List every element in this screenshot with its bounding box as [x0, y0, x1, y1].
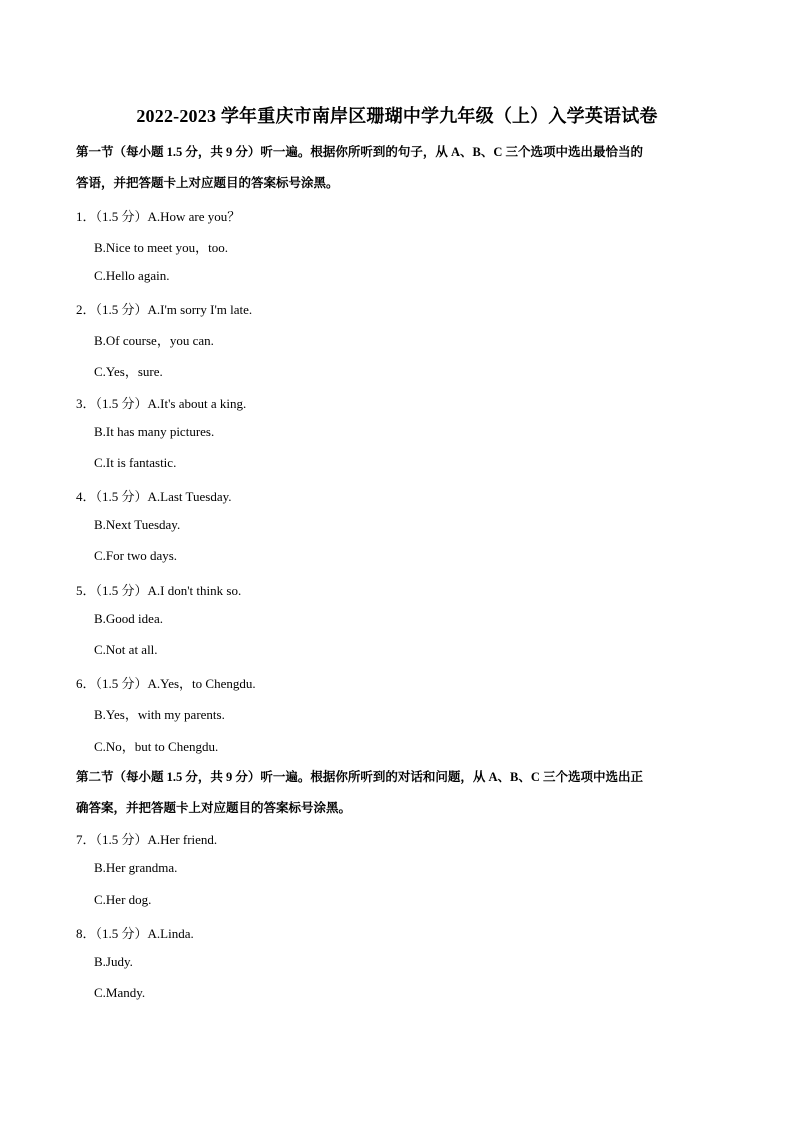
section-2-line-1: 第二节（每小题 1.5 分，共 9 分）听一遍。根据你所听到的对话和问题，从 A、B、C 三个选项中选出正 [76, 770, 644, 784]
section-2-instructions [76, 762, 726, 824]
question-1-option-c: C.Hello again. [94, 268, 170, 283]
question-7: 7．（1.5 分）A.Her friend. [76, 832, 218, 847]
section-1-line-2: 答语，并把答题卡上对应题目的答案标号涂黑。 [76, 176, 339, 190]
question-1: 1．（1.5 分）A.How are you？ [76, 209, 241, 224]
question-5-option-b: B.Good idea. [94, 611, 163, 626]
question-2: 2．（1.5 分）A.I'm sorry I'm late. [76, 302, 253, 317]
question-1-option-b: B.Nice to meet you，too. [94, 240, 228, 255]
question-4-option-c: C.For two days. [94, 548, 178, 563]
question-8-option-b: B.Judy. [94, 954, 133, 969]
question-4-option-b: B.Next Tuesday. [94, 517, 181, 532]
question-8: 8．（1.5 分）A.Linda. [76, 926, 194, 941]
question-3-option-c: C.It is fantastic. [94, 455, 177, 470]
section-1-instructions [76, 137, 726, 199]
question-4: 4．（1.5 分）A.Last Tuesday. [76, 489, 232, 504]
section-2-line-2: 确答案，并把答题卡上对应题目的答案标号涂黑。 [76, 801, 352, 815]
question-2-option-c: C.Yes，sure. [94, 364, 163, 379]
page-title: 2022-2023 学年重庆市南岸区珊瑚中学九年级（上）入学英语试卷 [136, 106, 658, 126]
question-6-option-b: B.Yes，with my parents. [94, 707, 225, 722]
question-7-option-b: B.Her grandma. [94, 860, 178, 875]
section-1-line-1: 第一节（每小题 1.5 分，共 9 分）听一遍。根据你所听到的句子，从 A、B、C 三个选项中选出最恰当的 [76, 145, 644, 159]
question-3: 3．（1.5 分）A.It's about a king. [76, 396, 247, 411]
question-6: 6．（1.5 分）A.Yes，to Chengdu. [76, 676, 256, 691]
question-2-option-b: B.Of course，you can. [94, 333, 214, 348]
question-8-option-c: C.Mandy. [94, 985, 146, 1000]
question-5: 5．（1.5 分）A.I don't think so. [76, 583, 242, 598]
question-5-option-c: C.Not at all. [94, 642, 158, 657]
question-6-option-c: C.No，but to Chengdu. [94, 739, 219, 754]
question-3-option-b: B.It has many pictures. [94, 424, 215, 439]
question-7-option-c: C.Her dog. [94, 892, 152, 907]
